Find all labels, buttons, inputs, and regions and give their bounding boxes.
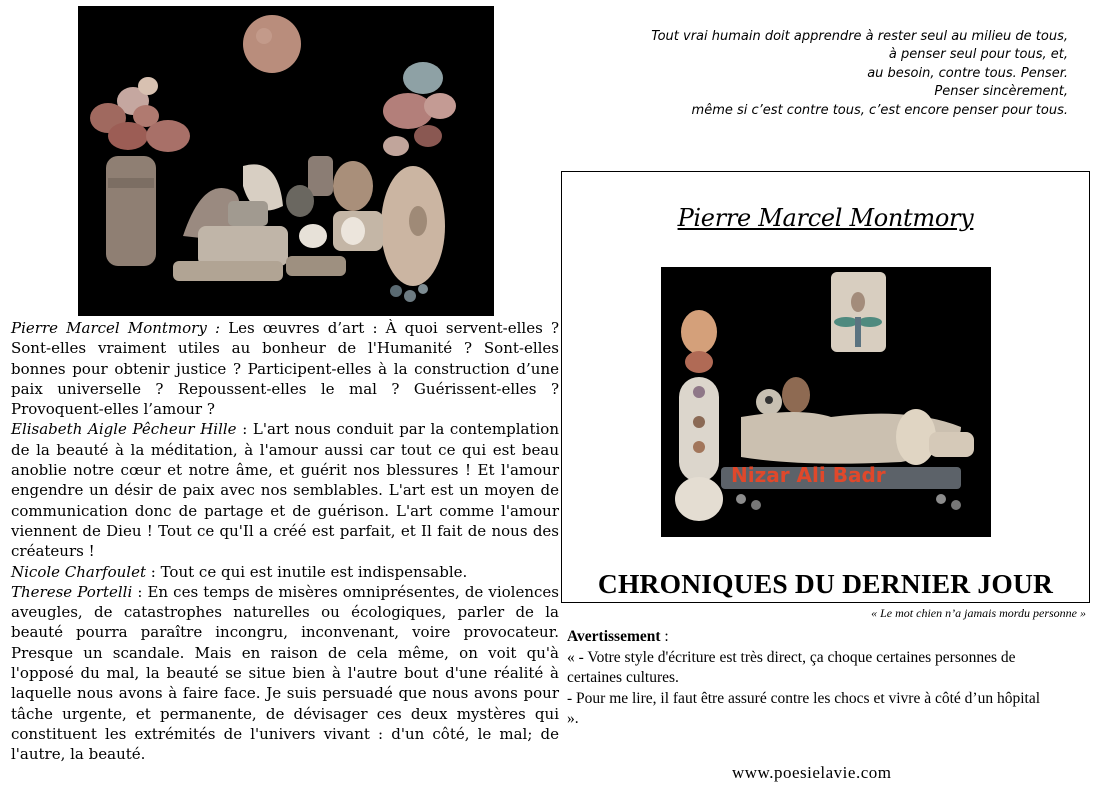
quote-line: Penser sincèrement,: [934, 84, 1068, 100]
quote-line: à penser seul pour tous, et,: [888, 47, 1068, 63]
warning-section: [567, 627, 1047, 730]
quote-line: même si c’est contre tous, c’est encore penser pour tous.: [691, 102, 1068, 118]
pebble-art-photo-reader: [661, 267, 991, 537]
speaker-name: Therese Portelli: [11, 582, 133, 601]
speaker-name: Pierre Marcel Montmory :: [11, 319, 221, 337]
book-title: CHRONIQUES DU DERNIER JOUR: [597, 568, 1054, 599]
entry-text: Les œuvres d’art : À quoi servent-elles ? Sont-elles vraiment utiles au bonheur de l'Humanité ? Sont-elles bonnes pour obtenir justice ? Participent-elles à la construction d’une paix universelle ? Repoussent-elles le mal ? Guérissent-elles ? Provoquent-elles l’amour ?: [11, 319, 559, 419]
warning-line: « - Votre style d'écriture est très direct, ça choque certaines personnes de certaines cultures.: [567, 648, 1016, 686]
article-entry: [11, 419, 559, 561]
speaker-name: Elisabeth Aigle Pêcheur Hille: [11, 420, 237, 439]
book-motto: « Le mot chien n’a jamais mordu personne »: [871, 606, 1086, 620]
article-entry: [11, 582, 559, 765]
entry-text: : L'art nous conduit par la contemplation de la beauté à la méditation, à l'amour aussi car tout ce qui est beau anoblie notre cœur et notre âme, et guérit nos blessures ! Et l'amour engendre un désir de paix avec nos semblables. L'art est un moyen de communication donc de partage et de guérison. L'art comme l'amour viennent de Dieu ! Tout ce qu'Il a créé est parfait, et Il fait de nous des créateurs !: [11, 420, 559, 561]
speaker-name: Nicole Charfoulet: [11, 562, 146, 581]
book-author: Pierre Marcel Montmory: [677, 204, 974, 232]
quote-line: au besoin, contre tous. Penser.: [867, 65, 1068, 81]
article-entry: [11, 562, 559, 582]
entry-text: : Tout ce qui est inutile est indispensable.: [146, 562, 468, 581]
article-entry: [11, 318, 559, 419]
article-body: [11, 318, 559, 765]
warning-separator: :: [660, 628, 669, 645]
website-link[interactable]: www.poesielavie.com: [732, 763, 892, 782]
warning-label: Avertissement: [567, 628, 661, 645]
entry-text: : En ces temps de misères omniprésentes, de violences aveugles, de catastrophes naturelles ou écologiques, parler de la beauté pourra paraître incongru, inconvenant, voire provocateur. Presque un scandale. Mais en raison de cela même, on voit qu'à l'opposé du mal, la beauté se situe bien à l'autre bout d'une réalité à laquelle nous avons à faire face. Je suis persuadé que nous avons pour tâche urgente, et permanente, de dévisager ces deux mystères qui constituent les extrémités de l'univers vivant : d'un côté, le mal; de l'autre, la beauté.: [11, 582, 559, 764]
warning-line: - Pour me lire, il faut être assuré contre les chocs et vivre à côté d’un hôpital ».: [567, 689, 1041, 727]
epigraph-quote: [548, 28, 1068, 120]
pebble-art-illustration: [78, 6, 494, 316]
cover-artist-signature: Nizar Ali Badr: [731, 463, 886, 487]
pebble-art-photo-musicians: [78, 6, 494, 316]
pebble-art-cover-illustration: [661, 267, 991, 537]
quote-line: Tout vrai humain doit apprendre à rester seul au milieu de tous,: [651, 29, 1068, 44]
